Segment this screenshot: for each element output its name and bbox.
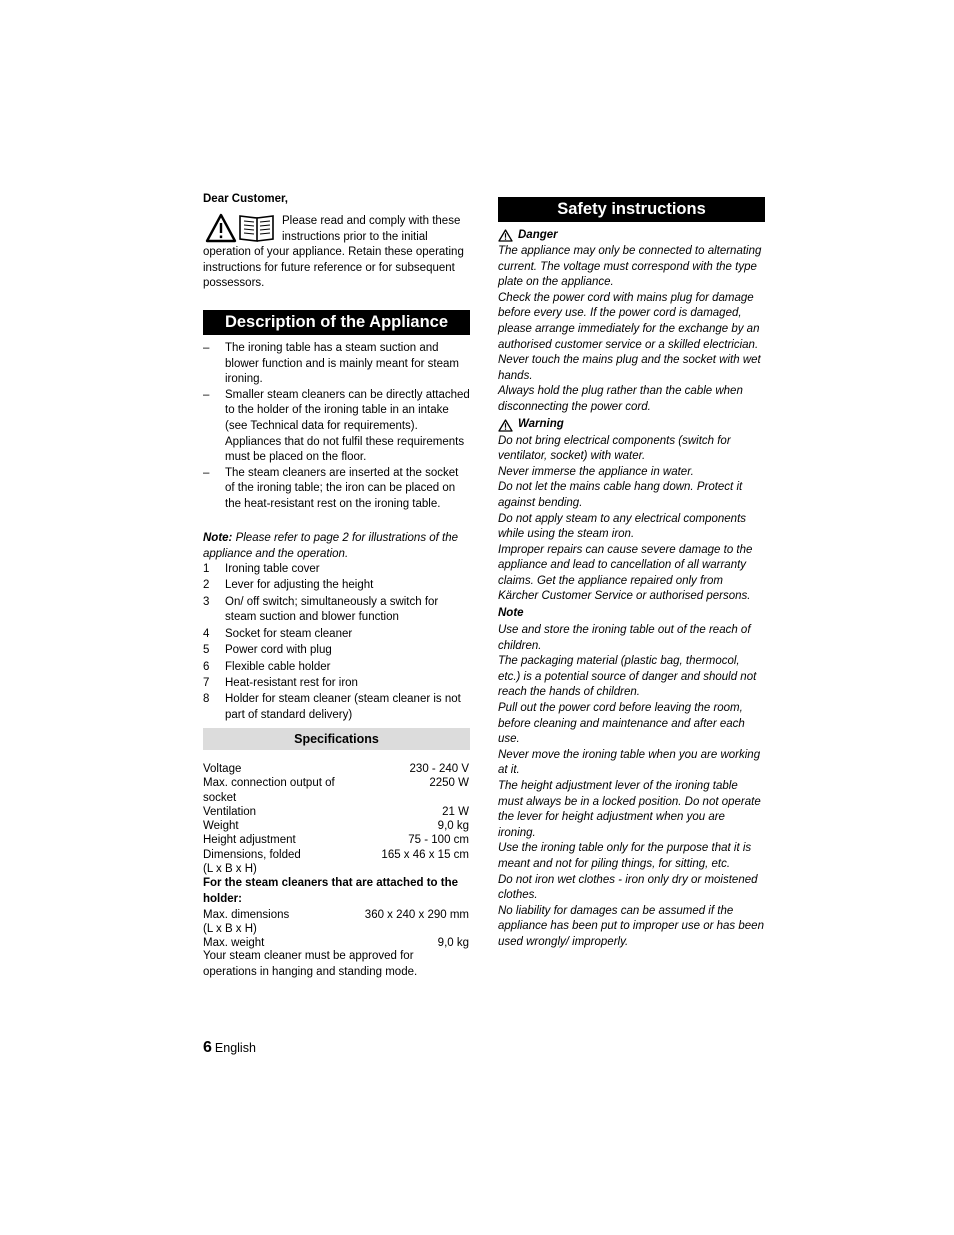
list-item: 7 Heat-resistant rest for iron: [203, 676, 358, 689]
table-row: (L x B x H): [203, 863, 257, 876]
specifications-title: Specifications: [203, 728, 470, 750]
parts-list: [203, 562, 470, 724]
list-item: – The steam cleaners are inserted at the socket of the ironing table; the iron can be placed on the heat-resistant rest on the ironing table.: [203, 466, 459, 510]
list-item: – Smaller steam cleaners can be directly attached to the holder of the ironing table in an intake (see Technical data for requirements). Appliances that do not fulfil these requirements must be placed on the floor.: [203, 388, 470, 464]
danger-item: The appliance may only be connected to alternating current. The voltage must correspond with the type plate on the appliance.: [498, 245, 762, 289]
note-item: The packaging material (plastic bag, thermocol, etc.) is a potential source of danger and should not reach the hands of children.: [498, 655, 757, 699]
warning-item: Do not let the mains cable hang down. Protect it against bending.: [498, 481, 743, 509]
list-item: – The ironing table has a steam suction and blower function and is mainly meant for steam ironing.: [203, 342, 459, 386]
warning-heading: Warning: [498, 417, 765, 434]
note-heading: Note: [498, 607, 524, 620]
warning-item: Never immerse the appliance in water.: [498, 465, 694, 478]
list-item: 4 Socket for steam cleaner: [203, 627, 353, 640]
table-row: Max. weight 9,0 kg: [203, 937, 469, 950]
table-row: (L x B x H): [203, 922, 257, 935]
warning-item: Improper repairs can cause severe damage to the appliance and lead to cancellation of all warranty claims. Get the appliance repaired only from Kärcher Customer Service or authorised persons.: [498, 543, 753, 603]
list-item: 3 On/ off switch; simultaneously a switch for steam suction and blower function: [203, 595, 439, 624]
danger-item: Never touch the mains plug and the socket with wet hands.: [498, 354, 761, 382]
greeting: Dear Customer,: [203, 193, 289, 205]
intro-paragraph: Please read and comply with these instructions prior to the initial operation of your appliance. Retain these operating instructions for future reference or for subsequent possessors.: [203, 215, 464, 290]
safety-title: Safety instructions: [498, 197, 765, 222]
note-item: The height adjustment lever of the ironing table must always be in a locked position. Do not operate the lever for height adjustment when you are ironing.: [498, 780, 761, 839]
danger-item: Check the power cord with mains plug for damage before every use. If the power cord is damaged, please arrange immediately for the exchange by an authorised customer service or a skilled electrician.: [498, 291, 760, 351]
list-item: 6 Flexible cable holder: [203, 660, 331, 673]
note-item: Pull out the power cord before leaving the room, before cleaning and maintenance and after each use.: [498, 702, 745, 746]
table-row: Weight 9,0 kg: [203, 820, 469, 833]
note-item: No liability for damages can be assumed if the appliance has been put to improper use or has been used wrongly/ improperly.: [498, 904, 764, 948]
list-item: 5 Power cord with plug: [203, 644, 332, 657]
note-item: Use and store the ironing table out of the reach of children.: [498, 624, 751, 652]
note-item: Use the ironing table only for the purpose that it is meant and not for piling things, for sitting, etc.: [498, 842, 752, 870]
list-item: 8 Holder for steam cleaner (steam cleaner is not part of standard delivery): [203, 693, 461, 721]
warning-item: Do not bring electrical components (switch for ventilator, socket) with water.: [498, 434, 731, 463]
danger-item: Always hold the plug rather than the cable when disconnecting the power cord.: [498, 385, 743, 413]
table-row: Max. dimensions 360 x 240 x 290 mm: [203, 908, 469, 921]
table-row: Ventilation 21 W: [203, 805, 469, 818]
specifications-table: [203, 762, 469, 950]
description-list: [203, 341, 470, 513]
table-row: Height adjustment 75 - 100 cm: [203, 834, 469, 847]
note-item: Do not iron wet clothes - iron only dry or moistened clothes.: [498, 873, 758, 902]
table-row: For the steam cleaners that are attached to the holder:: [203, 877, 458, 905]
table-row: Dimensions, folded 165 x 46 x 15 cm: [203, 848, 469, 861]
list-item: 2 Lever for adjusting the height: [203, 579, 374, 592]
safety-body: [498, 226, 765, 951]
specifications-footnote: Your steam cleaner must be approved for operations in hanging and standing mode.: [203, 950, 418, 978]
description-note: Note: Please refer to page 2 for illustrations of the appliance and the operation.: [203, 532, 459, 560]
description-title: Description of the Appliance: [203, 310, 470, 335]
list-item: 1 Ironing table cover: [203, 563, 320, 575]
table-row: Max. connection output of socket 2250 W: [203, 777, 469, 804]
danger-heading: Danger: [498, 227, 765, 244]
table-row: Voltage 230 - 240 V: [203, 763, 469, 775]
footer-language: English: [214, 1041, 256, 1055]
warning-item: Do not apply steam to any electrical components while using the steam iron.: [498, 512, 747, 541]
warning-triangle-icon: [498, 419, 513, 432]
note-item: Never move the ironing table when you are working at it.: [498, 748, 761, 777]
warning-triangle-icon: [498, 229, 513, 242]
page-number: 6: [203, 1039, 212, 1056]
page-footer: [203, 1039, 256, 1057]
